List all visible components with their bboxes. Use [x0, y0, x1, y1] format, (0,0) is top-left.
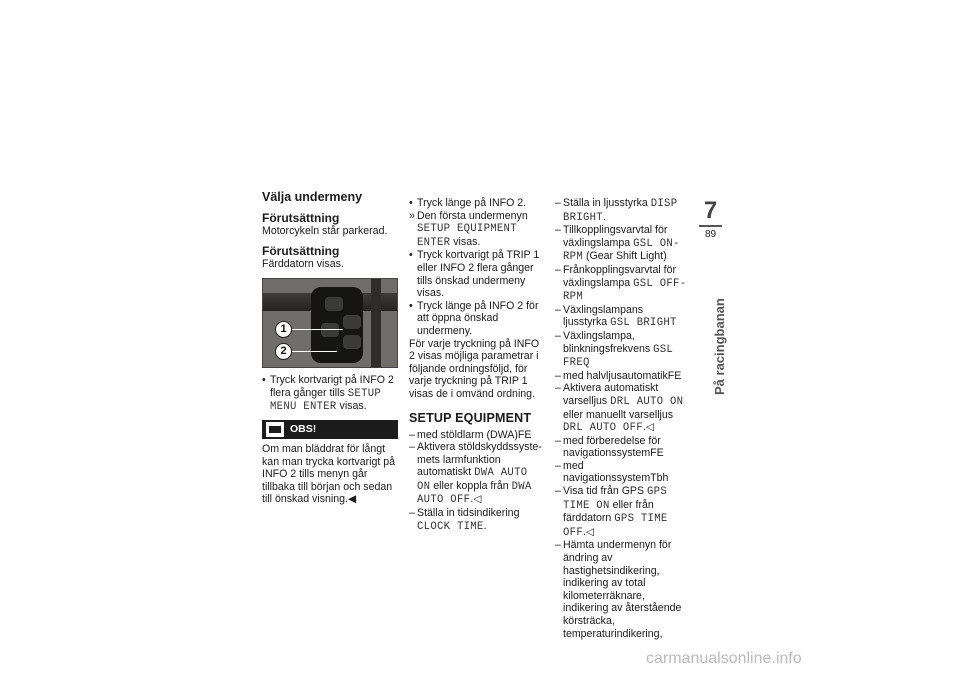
instruction-bullet: • Tryck länge på INFO 2 för att öppna önskad undermeny. [409, 299, 539, 337]
prerequisite-heading-1: Förutsättning [262, 211, 340, 225]
setup-equipment-heading: SETUP EQUIPMENT [409, 410, 532, 425]
chapter-side-label: På racingbanan [712, 298, 727, 395]
prerequisite-text-1: Motorcykeln står parkerad. [262, 225, 388, 237]
column-3 [555, 197, 687, 640]
dash-item: – med stöldlarm (DWA)FE [409, 428, 532, 441]
instruction-bullet: • Tryck kortvarigt på TRIP 1 eller INFO 2 flera gånger tills önskad undermeny visas. [409, 249, 540, 300]
paragraph: För varje tryckning på INFO 2 visas möjliga parametrar i följande ordningsföljd, för varje tryckning på TRIP 1 visas de i omvänd ordning. [409, 337, 540, 400]
handlebar-switch-photo [262, 278, 398, 368]
dash-item: – Växlingslampa, blinkningsfrekvens GSL FREQ [555, 329, 674, 370]
dash-item: – med halvljusautomatikFE [555, 369, 682, 382]
prerequisite-heading-2: Förutsättning [262, 243, 340, 258]
watermark: carmanualsonline.info [646, 650, 802, 667]
instruction-bullet: • Tryck länge på INFO 2. [409, 197, 527, 209]
dash-item: – Hämta undermenyn för ändring av hastighetsindikering, indikering av total kilometerräknare, indikering av återstående körsträcka, temperaturindikering, [555, 539, 682, 640]
column-1 [262, 190, 398, 506]
note-text: Om man bläddrat för långt kan man trycka kortvarigt på INFO 2 tills menyn går tillbaka till början och sedan till önskad visning.◀ [262, 442, 396, 506]
dash-item: – Tillkopplingsvarvtal för växlingslampa GSL ON-RPM (Gear Shift Light) [555, 224, 680, 264]
result-item: » Den första undermenyn SETUP EQUIPMENT ENTER visas. [409, 209, 528, 249]
page-number: 89 [704, 229, 717, 240]
instruction-bullet: • Tryck kortvarigt på INFO 2 flera gånger tills SETUP MENU ENTER visas. [262, 374, 394, 414]
figure-callout-1: 1 [275, 321, 292, 338]
note-label: OBS! [290, 423, 317, 436]
dash-item: – med navigationssystemTbh [555, 459, 669, 485]
note-hand-icon [266, 422, 284, 437]
dash-item: – Aktivera stöldskyddssystemets larmfunktion automatiskt DWA AUTO ON eller koppla från DWA AUTO OFF.◁ [409, 441, 542, 507]
note-banner [262, 420, 398, 439]
chapter-number: 7 [703, 197, 718, 224]
dash-item: – Frånkopplingsvarvtal för växlingslampa GSL OFF-RPM [555, 263, 687, 304]
dash-item: – Växlingslampans ljusstyrka GSL BRIGHT [555, 303, 677, 330]
dash-item: – Visa tid från GPS GPS TIME ON eller från färddatorn GPS TIME OFF.◁ [555, 485, 668, 539]
dash-item: – Aktivera automatiskt varselljus DRL AUTO ON eller manuellt varselljus DRL AUTO OFF.◁ [555, 382, 684, 435]
chapter-tab [699, 199, 722, 240]
prerequisite-text-2: Färddatorn visas. [262, 257, 344, 270]
column-2 [409, 197, 545, 533]
dash-item: – med förberedelse för navigationssystemFE [555, 434, 664, 460]
dash-item: – Ställa in ljusstyrka DISP BRIGHT. [555, 197, 678, 224]
figure-callout-2: 2 [275, 343, 292, 360]
section-title: Välja undermeny [262, 190, 363, 204]
dash-item: – Ställa in tidsindikering CLOCK TIME. [409, 507, 520, 533]
